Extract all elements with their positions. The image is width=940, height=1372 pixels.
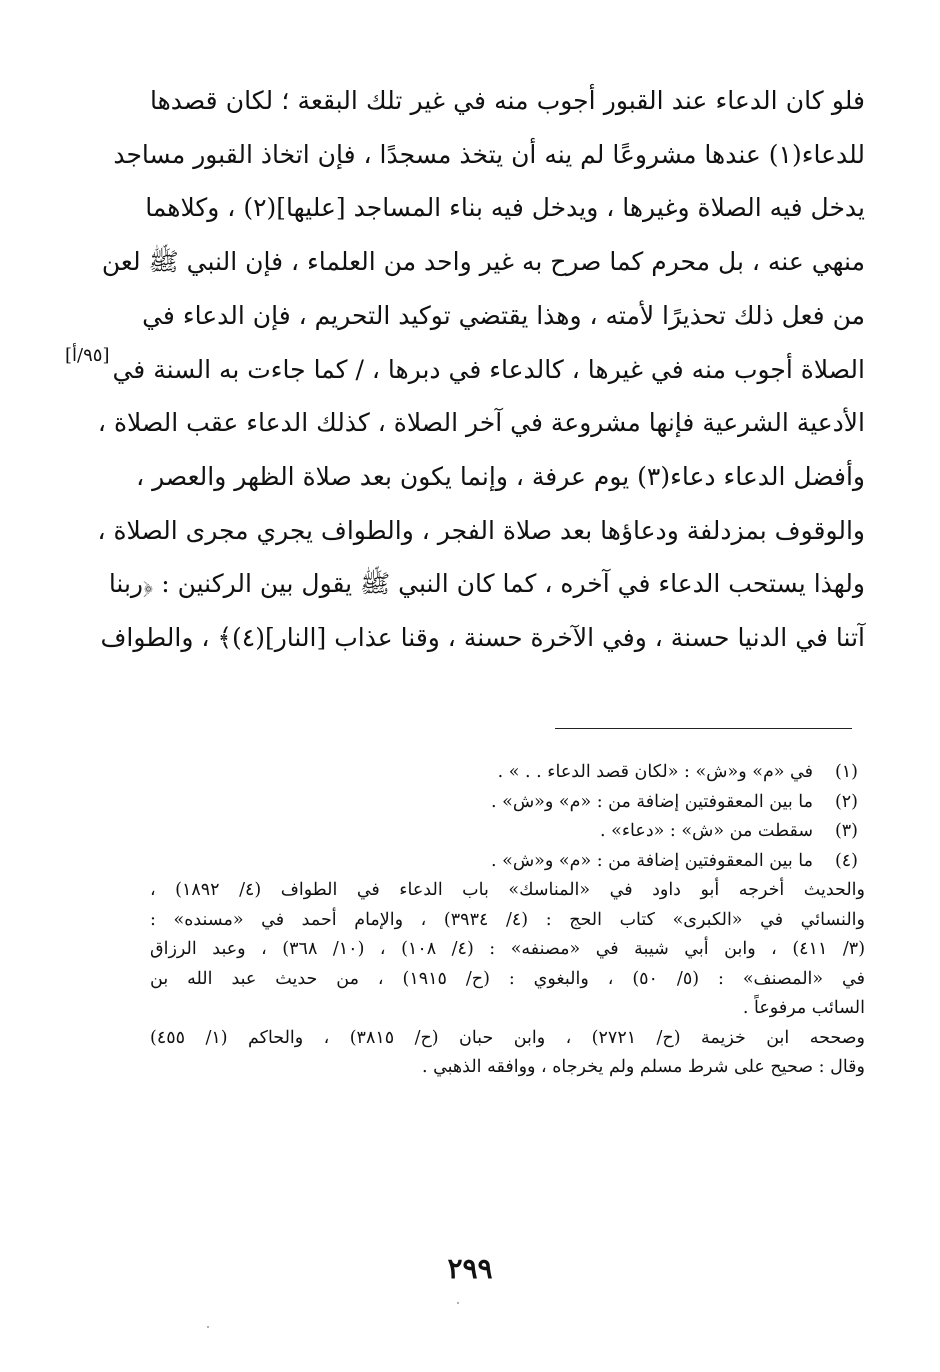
- text-line: آتنا في الدنيا حسنة ، وفي الآخرة حسنة ، وقنا عذاب [النار](٤)﴾ ، والطواف: [100, 623, 865, 653]
- page-number: ٢٩٩: [447, 1252, 493, 1285]
- text-line: وأفضل الدعاء دعاء(٣) يوم عرفة ، وإنما يكون بعد صلاة الظهر والعصر ،: [136, 461, 865, 491]
- text-line: والوقوف بمزدلفة ودعاؤها بعد صلاة الفجر ، والطواف يجري مجرى الصلاة ،: [97, 515, 865, 545]
- main-text: [97, 74, 865, 665]
- manuscript-folio-marker: [٩٥/أ]: [65, 345, 110, 366]
- footnote-1: [150, 758, 865, 788]
- footnote-4-continuation-2: [150, 1024, 865, 1083]
- footnotes: [150, 758, 865, 1083]
- text-line: منهي عنه ، بل محرم كما صرح به غير واحد من العلماء ، فإن النبي ﷺ لعن: [101, 247, 865, 277]
- footnote-number: (٣): [834, 821, 858, 841]
- footnote-number: (١): [834, 762, 858, 782]
- text-line: فلو كان الدعاء عند القبور أجوب منه في غير تلك البقعة ؛ لكان قصدها: [150, 86, 865, 115]
- text-line: يدخل فيه الصلاة وغيرها ، ويدخل فيه بناء المساجد [عليها](٢) ، وكلاهما: [145, 193, 865, 223]
- footnote-line: وصححه ابن خزيمة (ح/ ٢٧٢١) ، وابن حبان (ح/ ٣٨١٥) ، والحاكم (١/ ٤٥٥): [150, 1027, 865, 1048]
- footnote-4: [150, 847, 865, 877]
- footnote-line: والنسائي في «الكبرى» كتاب الحج : (٤/ ٣٩٣٤) ، والإمام أحمد في «مسنده» :: [150, 909, 865, 930]
- text-line: للدعاء(١) عندها مشروعًا لم ينه أن يتخذ مسجدًا ، فإن اتخاذ القبور مساجد: [113, 139, 865, 169]
- text-line: من فعل ذلك تحذيرًا لأمته ، وهذا يقتضي توكيد التحريم ، فإن الدعاء في: [142, 300, 865, 330]
- scan-speck: [207, 1326, 209, 1328]
- text-line: الأدعية الشرعية فإنها مشروعة في آخر الصلاة ، كذلك الدعاء عقب الصلاة ،: [97, 408, 865, 438]
- footnote-number: (٤): [834, 850, 858, 871]
- footnote-line: في «المصنف» : (٥/ ٥٠) ، والبغوي : (ح/ ١٩١٥) ، من حديث عبد الله بن: [150, 968, 866, 989]
- footnote-line: والحديث أخرجه أبو داود في «المناسك» باب الدعاء في الطواف (٤/ ١٨٩٢) ،: [150, 880, 865, 900]
- footnote-number: (٢): [834, 791, 858, 812]
- footnote-3: [150, 817, 865, 847]
- footnote-text: في «م» و«ش» : «لكان قصد الدعاء . . » .: [497, 762, 813, 782]
- footnote-line: (٣/ ٤١١) ، وابن أبي شيبة في «مصنفه» : (٤/ ١٠٨) ، (١٠/ ٣٦٨) ، وعبد الرزاق: [150, 939, 866, 959]
- text-line: ولهذا يستحب الدعاء في آخره ، كما كان النبي ﷺ يقول بين الركنين : ﴿ربنا: [108, 569, 865, 599]
- footnote-4-continuation: [150, 876, 865, 1024]
- footnote-2: [150, 788, 865, 818]
- footnote-text: ما بين المعقوفتين إضافة من : «م» و«ش» .: [490, 791, 813, 812]
- footnote-line: وقال : صحيح على شرط مسلم ولم يخرجاه ، ووافقه الذهبي .: [421, 1057, 865, 1077]
- scan-speck: [457, 1302, 459, 1304]
- footnote-divider: [555, 728, 852, 729]
- footnote-line: السائب مرفوعاً .: [742, 998, 865, 1018]
- text-line: الصلاة أجوب منه في غيرها ، كالدعاء في دبرها ، / كما جاءت به السنة في: [112, 354, 865, 384]
- footnote-text: سقطت من «ش» : «دعاء» .: [599, 821, 813, 841]
- footnote-text: ما بين المعقوفتين إضافة من : «م» و«ش» .: [490, 850, 813, 871]
